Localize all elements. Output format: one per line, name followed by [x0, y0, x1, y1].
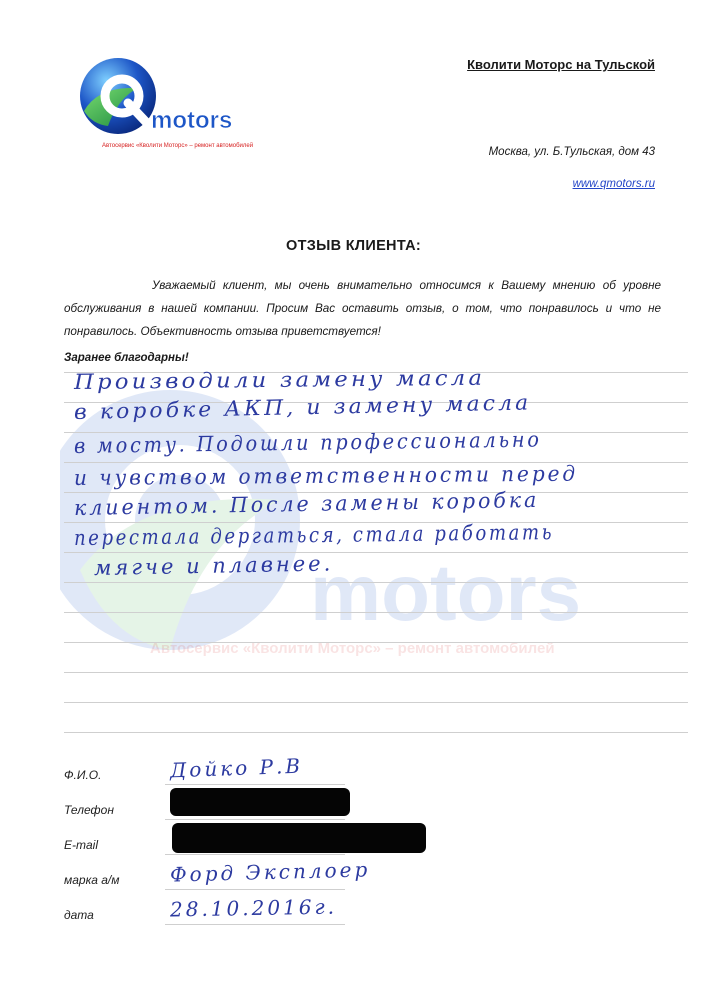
- review-line: и чувством ответственности перед: [73, 461, 579, 490]
- phone-label: Телефон: [64, 803, 114, 817]
- fio-label: Ф.И.О.: [64, 768, 102, 782]
- phone-line: [165, 819, 345, 820]
- fio-line: [165, 784, 345, 785]
- ruled-line: [64, 642, 688, 643]
- review-line: перестала дергаться, стала работать: [73, 520, 555, 550]
- svg-text:motors: motors: [310, 548, 582, 637]
- review-line: в коробке АКП, и замену масла: [73, 390, 532, 424]
- company-name: Кволити Моторс на Тульской: [467, 57, 655, 72]
- ruled-line: [64, 612, 688, 613]
- fio-value: Дойко Р.В: [169, 753, 304, 783]
- review-line: Производили замену масла: [73, 365, 486, 394]
- review-line: клиентом. После замены коробка: [73, 487, 540, 520]
- qmotors-logo: [78, 56, 268, 156]
- company-website-link[interactable]: www.qmotors.ru: [572, 178, 655, 190]
- car-label: марка а/м: [64, 873, 120, 887]
- company-address: Москва, ул. Б.Тульская, дом 43: [488, 146, 655, 158]
- logo-tagline: Автосервис «Кволити Моторс» – ремонт автомобилей: [102, 143, 254, 149]
- thanks-text: Заранее благодарны!: [64, 352, 189, 364]
- car-value: Форд Эксплоер: [169, 857, 371, 887]
- ruled-line: [64, 672, 688, 673]
- ruled-line: [64, 552, 688, 553]
- ruled-line: [64, 702, 688, 703]
- email-line: [165, 854, 345, 855]
- document-title: ОТЗЫВ КЛИЕНТА:: [286, 238, 421, 254]
- date-value: 28.10.2016г.: [169, 894, 338, 922]
- logo-wordmark: motors: [151, 107, 233, 134]
- date-line: [165, 924, 345, 925]
- car-line: [165, 889, 345, 890]
- date-label: дата: [64, 908, 94, 922]
- email-redaction: [172, 823, 426, 853]
- phone-redaction: [170, 788, 350, 816]
- ruled-line: [64, 582, 688, 583]
- ruled-line: [64, 732, 688, 733]
- review-line: мягче и плавнее.: [93, 551, 334, 580]
- email-label: E-mail: [64, 838, 99, 852]
- review-line: в мосту. Подошли профессионально: [73, 427, 542, 458]
- watermark-tagline: Автосервис «Кволити Моторс» – ремонт автомобилей: [150, 640, 555, 657]
- intro-paragraph: Уважаемый клиент, мы очень внимательно относимся к Вашему мнению об уровне обслуживания в нашей компании. Просим Вас оставить отзыв, о том, что понравилось и что не понравилось. Объективность отзыва приветствуется!: [64, 279, 661, 338]
